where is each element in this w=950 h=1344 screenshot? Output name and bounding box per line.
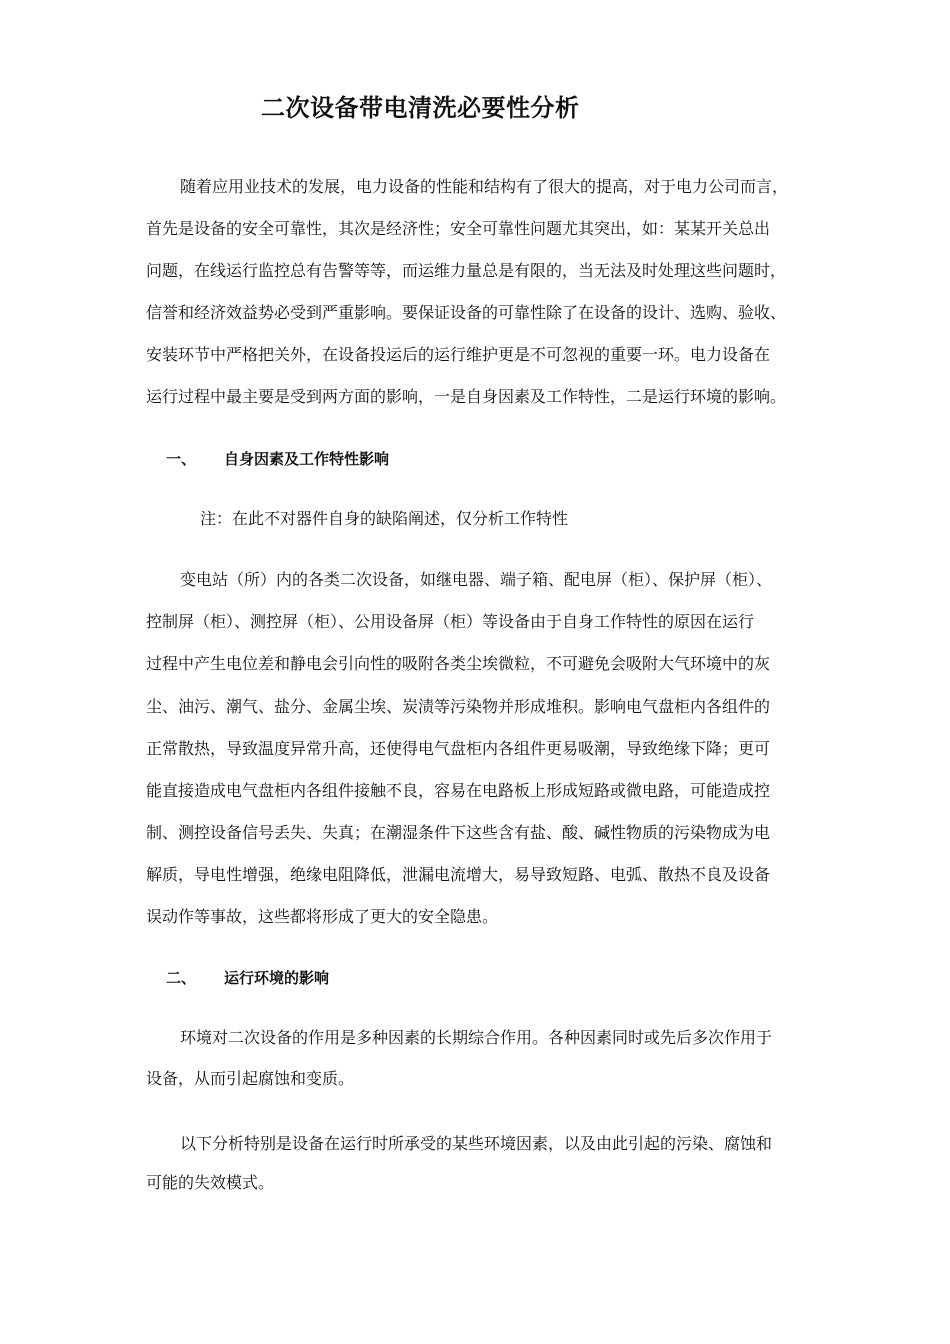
intro-line: 随着应用业技术的发展，电力设备的性能和结构有了很大的提高，对于电力公司而言，: [180, 177, 789, 196]
intro-line: 运行过程中最主要是受到两方面的影响，一是自身因素及工作特性，二是运行环境的影响。: [146, 387, 787, 406]
body-line: 误动作等事故，这些都将形成了更大的安全隐患。: [146, 907, 499, 926]
body-line: 可能的失效模式。: [146, 1173, 275, 1192]
body-line: 能直接造成电气盘柜内各组件接触不良，容易在电路板上形成短路或微电路，可能造成控: [146, 781, 771, 800]
body-line: 正常散热，导致温度异常升高，还使得电气盘柜内各组件更易吸潮，导致绝缘下降；更可: [146, 739, 771, 758]
intro-line: 信誉和经济效益势必受到严重影响。要保证设备的可靠性除了在设备的设计、选购、验收、: [146, 303, 787, 322]
body-line: 尘、油污、潮气、盐分、金属尘埃、炭渍等污染物并形成堆积。影响电气盘柜内各组件的: [146, 697, 771, 716]
intro-line: 安装环节中严格把关外，在设备投运后的运行维护更是不可忽视的重要一环。电力设备在: [146, 345, 771, 364]
section-number: 一、: [166, 450, 197, 468]
section-heading: [166, 968, 329, 988]
intro-line: 首先是设备的安全可靠性，其次是经济性；安全可靠性问题尤其突出，如：某某开关总出: [146, 219, 771, 238]
body-line: 以下分析特别是设备在运行时所承受的某些环境因素，以及由此引起的污染、腐蚀和: [180, 1134, 773, 1153]
body-line: 环境对二次设备的作用是多种因素的长期综合作用。各种因素同时或先后多次作用于: [180, 1028, 773, 1047]
section-title: 运行环境的影响: [224, 969, 330, 987]
section-number: 二、: [166, 969, 197, 987]
body-line: 解质，导电性增强，绝缘电阻降低，泄漏电流增大，易导致短路、电弧、散热不良及设备: [146, 865, 771, 884]
section-note: 注：在此不对器件自身的缺陷阐述，仅分析工作特性: [200, 509, 569, 528]
section-title: 自身因素及工作特性影响: [224, 450, 390, 468]
body-line: 过程中产生电位差和静电会引向性的吸附各类尘埃微粒，不可避免会吸附大气环境中的灰: [146, 654, 771, 673]
body-line: 设备，从而引起腐蚀和变质。: [146, 1069, 355, 1088]
section-heading: [166, 449, 389, 469]
document-title: 二次设备带电清洗必要性分析: [261, 93, 580, 122]
body-line: 变电站（所）内的各类二次设备，如继电器、端子箱、配电屏（柜）、保护屏（柜）、: [180, 570, 773, 589]
intro-line: 问题，在线运行监控总有告警等等，而运维力量总是有限的，当无法及时处理这些问题时，: [146, 261, 787, 280]
body-line: 控制屏（柜）、测控屏（柜）、公用设备屏（柜）等设备由于自身工作特性的原因在运行: [146, 612, 755, 631]
body-line: 制、测控设备信号丢失、失真；在潮湿条件下这些含有盐、酸、碱性物质的污染物成为电: [146, 823, 771, 842]
